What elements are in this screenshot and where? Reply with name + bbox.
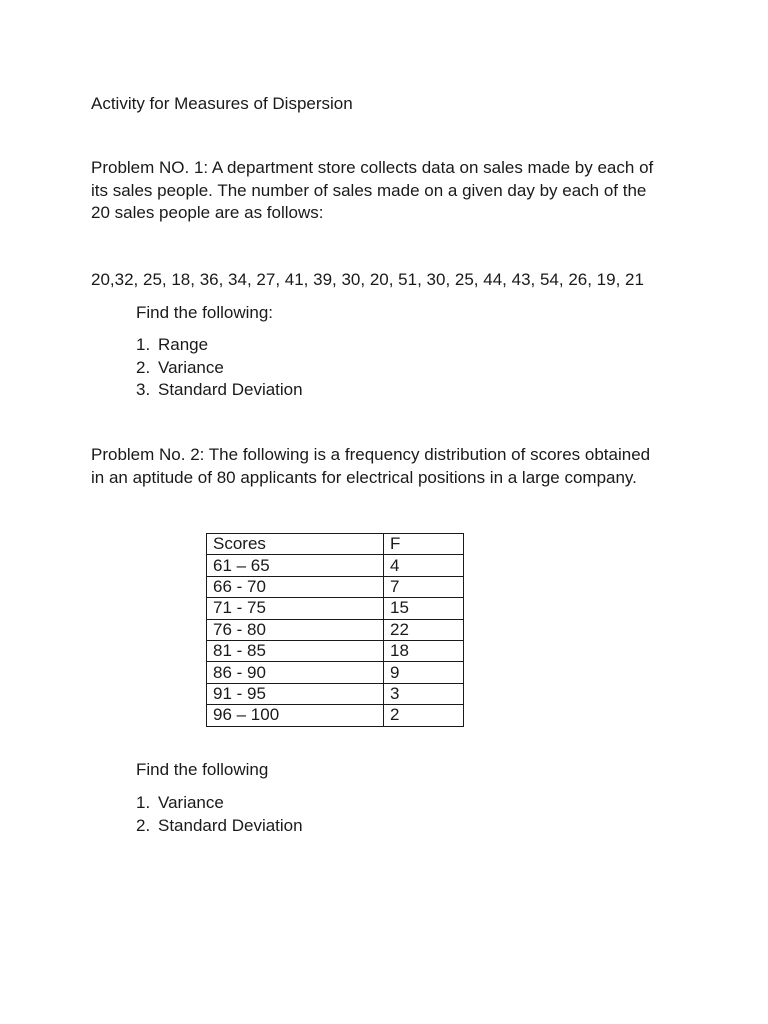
problem1-line: 20 sales people are as follows: — [91, 203, 324, 222]
list-item — [136, 357, 303, 380]
table-cell-score: 86 - 90 — [207, 662, 384, 683]
table-cell-frequency: 22 — [384, 619, 464, 640]
list-item — [136, 815, 303, 838]
table-row — [207, 705, 464, 726]
list-item-label: Standard Deviation — [158, 380, 303, 399]
table-row — [207, 555, 464, 576]
list-item-number: 2. — [136, 815, 151, 835]
list-item-number: 3. — [136, 380, 151, 399]
table-cell-frequency: 2 — [384, 705, 464, 726]
problem1-statement — [91, 157, 691, 225]
problem2-line: Problem No. 2: The following is a frequency distribution of scores obtained — [91, 445, 651, 464]
list-item-label: Range — [158, 335, 209, 354]
table-row — [207, 598, 464, 619]
list-item-label: Standard Deviation — [158, 815, 303, 835]
table-cell-score: 96 – 100 — [207, 705, 384, 726]
problem1-find-label: Find the following: — [136, 303, 274, 322]
table-cell-frequency: 7 — [384, 576, 464, 597]
table-row — [207, 576, 464, 597]
table-cell-score: 71 - 75 — [207, 598, 384, 619]
problem2-line: in an aptitude of 80 applicants for electrical positions in a large company. — [91, 467, 637, 487]
table-row — [207, 662, 464, 683]
table-row — [207, 683, 464, 704]
table-cell-score: 61 – 65 — [207, 555, 384, 576]
list-item — [136, 792, 303, 815]
problem1-task-list — [136, 334, 303, 402]
table-cell-score: 81 - 85 — [207, 640, 384, 661]
table-row — [207, 619, 464, 640]
frequency-table — [206, 533, 464, 727]
table-header-row — [207, 534, 464, 555]
problem2-statement — [91, 444, 691, 489]
problem1-line: its sales people. The number of sales made on a given day by each of the — [91, 180, 647, 200]
table-cell-frequency: 9 — [384, 662, 464, 683]
list-item — [136, 379, 303, 402]
list-item-number: 2. — [136, 357, 151, 377]
table-cell-score: 66 - 70 — [207, 576, 384, 597]
problem2-find-label: Find the following — [136, 760, 269, 779]
table-header-scores: Scores — [207, 534, 384, 555]
list-item-number: 1. — [136, 793, 151, 812]
problem2-task-list — [136, 792, 303, 837]
list-item-number: 1. — [136, 335, 151, 354]
document-title: Activity for Measures of Dispersion — [91, 94, 353, 113]
list-item — [136, 334, 303, 357]
problem1-data-values: 20,32, 25, 18, 36, 34, 27, 41, 39, 30, 20, 51, 30, 25, 44, 43, 54, 26, 19, 21 — [91, 270, 644, 289]
table-row — [207, 640, 464, 661]
problem1-line: Problem NO. 1: A department store collects data on sales made by each of — [91, 158, 654, 177]
table-cell-frequency: 18 — [384, 640, 464, 661]
table-cell-score: 91 - 95 — [207, 683, 384, 704]
table-cell-frequency: 4 — [384, 555, 464, 576]
table-cell-frequency: 3 — [384, 683, 464, 704]
list-item-label: Variance — [158, 357, 224, 377]
table-cell-score: 76 - 80 — [207, 619, 384, 640]
table-header-frequency: F — [384, 534, 464, 555]
table-cell-frequency: 15 — [384, 598, 464, 619]
list-item-label: Variance — [158, 793, 224, 812]
